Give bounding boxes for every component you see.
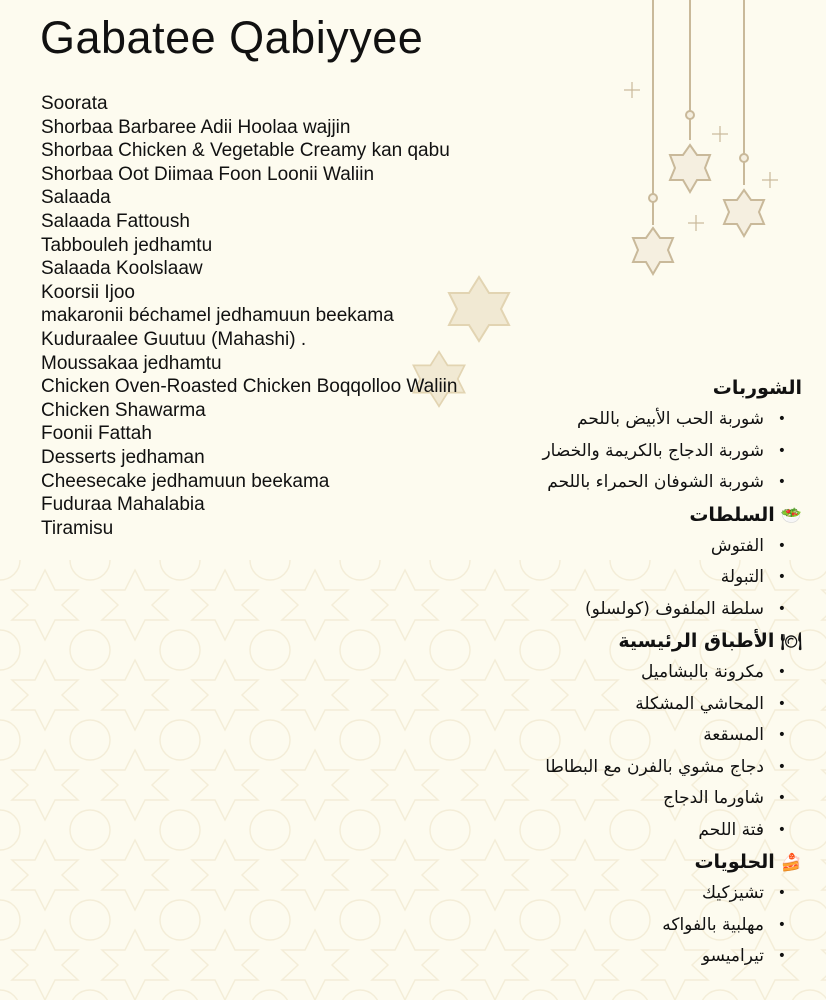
menu-item: • شوربة الحب الأبيض باللحم [382, 404, 764, 436]
section-heading-text: الأطباق الرئيسية [618, 630, 775, 652]
arabic-menu [382, 372, 802, 973]
section-heading-text: الشوربات [712, 377, 802, 399]
section-heading [382, 625, 802, 657]
menu-item: • سلطة الملفوف (كولسلو) [382, 594, 764, 626]
menu-item: Shorbaa Chicken & Vegetable Creamy kan qabu [41, 140, 450, 162]
menu-item: • المسقعة [382, 720, 764, 752]
section-heading [382, 372, 802, 404]
menu-item: Shorbaa Oot Diimaa Foon Loonii Waliin [41, 163, 375, 185]
menu-item: • التبولة [382, 562, 764, 594]
section-list [382, 657, 802, 846]
menu-item: • شوربة الشوفان الحمراء باللحم [382, 467, 764, 499]
menu-item: Moussakaa jedhamtu [41, 352, 222, 374]
menu-item: Chicken Oven-Roasted Chicken Boqqolloo Waliin [41, 376, 458, 398]
menu-item: Tabbouleh jedhamtu [41, 234, 213, 256]
section-heading-text: الحلويات [694, 851, 775, 873]
menu-item: • فتة اللحم [382, 815, 764, 847]
salad-icon: 🥗 [780, 505, 802, 526]
menu-item: • شوربة الدجاج بالكريمة والخضار [382, 436, 764, 468]
cake-icon: 🍰 [780, 853, 802, 873]
menu-item: • دجاج مشوي بالفرن مع البطاطا [382, 752, 764, 784]
menu-item: Tiramisu [41, 517, 114, 539]
menu-item: Chicken Shawarma [41, 399, 206, 421]
section-heading-text: السلطات [689, 503, 775, 526]
menu-item: Salaada Koolslaaw [41, 258, 203, 280]
menu-item: Shorbaa Barbaree Adii Hoolaa wajjin [41, 116, 351, 138]
section-heading [382, 846, 802, 878]
menu-item: Cheesecake jedhamuun beekama [41, 470, 330, 492]
menu-item: Koorsii Ijoo [41, 281, 135, 303]
menu-item: Kuduraalee Guutuu (Mahashi) . [41, 328, 307, 350]
menu-item: Desserts jedhaman [41, 446, 205, 468]
section-heading [382, 499, 802, 531]
section-list [382, 878, 802, 973]
menu-item: • الفتوش [382, 531, 764, 563]
plate-cutlery-icon: 🍽 [780, 632, 802, 652]
hanging-lanterns-decoration [600, 0, 826, 290]
menu-item: Soorata [41, 93, 108, 114]
menu-item: Fuduraa Mahalabia [41, 494, 205, 516]
menu-item: • مهلبية بالفواكه [382, 910, 764, 942]
section-list [382, 531, 802, 626]
menu-item: • مكرونة بالبشاميل [382, 657, 764, 689]
page-title: Gabatee Qabiyyee [40, 12, 424, 63]
menu-item: Salaada [41, 187, 111, 209]
menu-item: Foonii Fattah [41, 423, 152, 445]
menu-item: • تيراميسو [382, 941, 764, 973]
menu-item: • تشيزكيك [382, 878, 764, 910]
menu-item: Salaada Fattoush [41, 210, 190, 232]
section-list [382, 404, 802, 499]
menu-item: • شاورما الدجاج [382, 783, 764, 815]
menu-item: makaronii béchamel jedhamuun beekama [41, 305, 394, 327]
menu-item: • المحاشي المشكلة [382, 689, 764, 721]
